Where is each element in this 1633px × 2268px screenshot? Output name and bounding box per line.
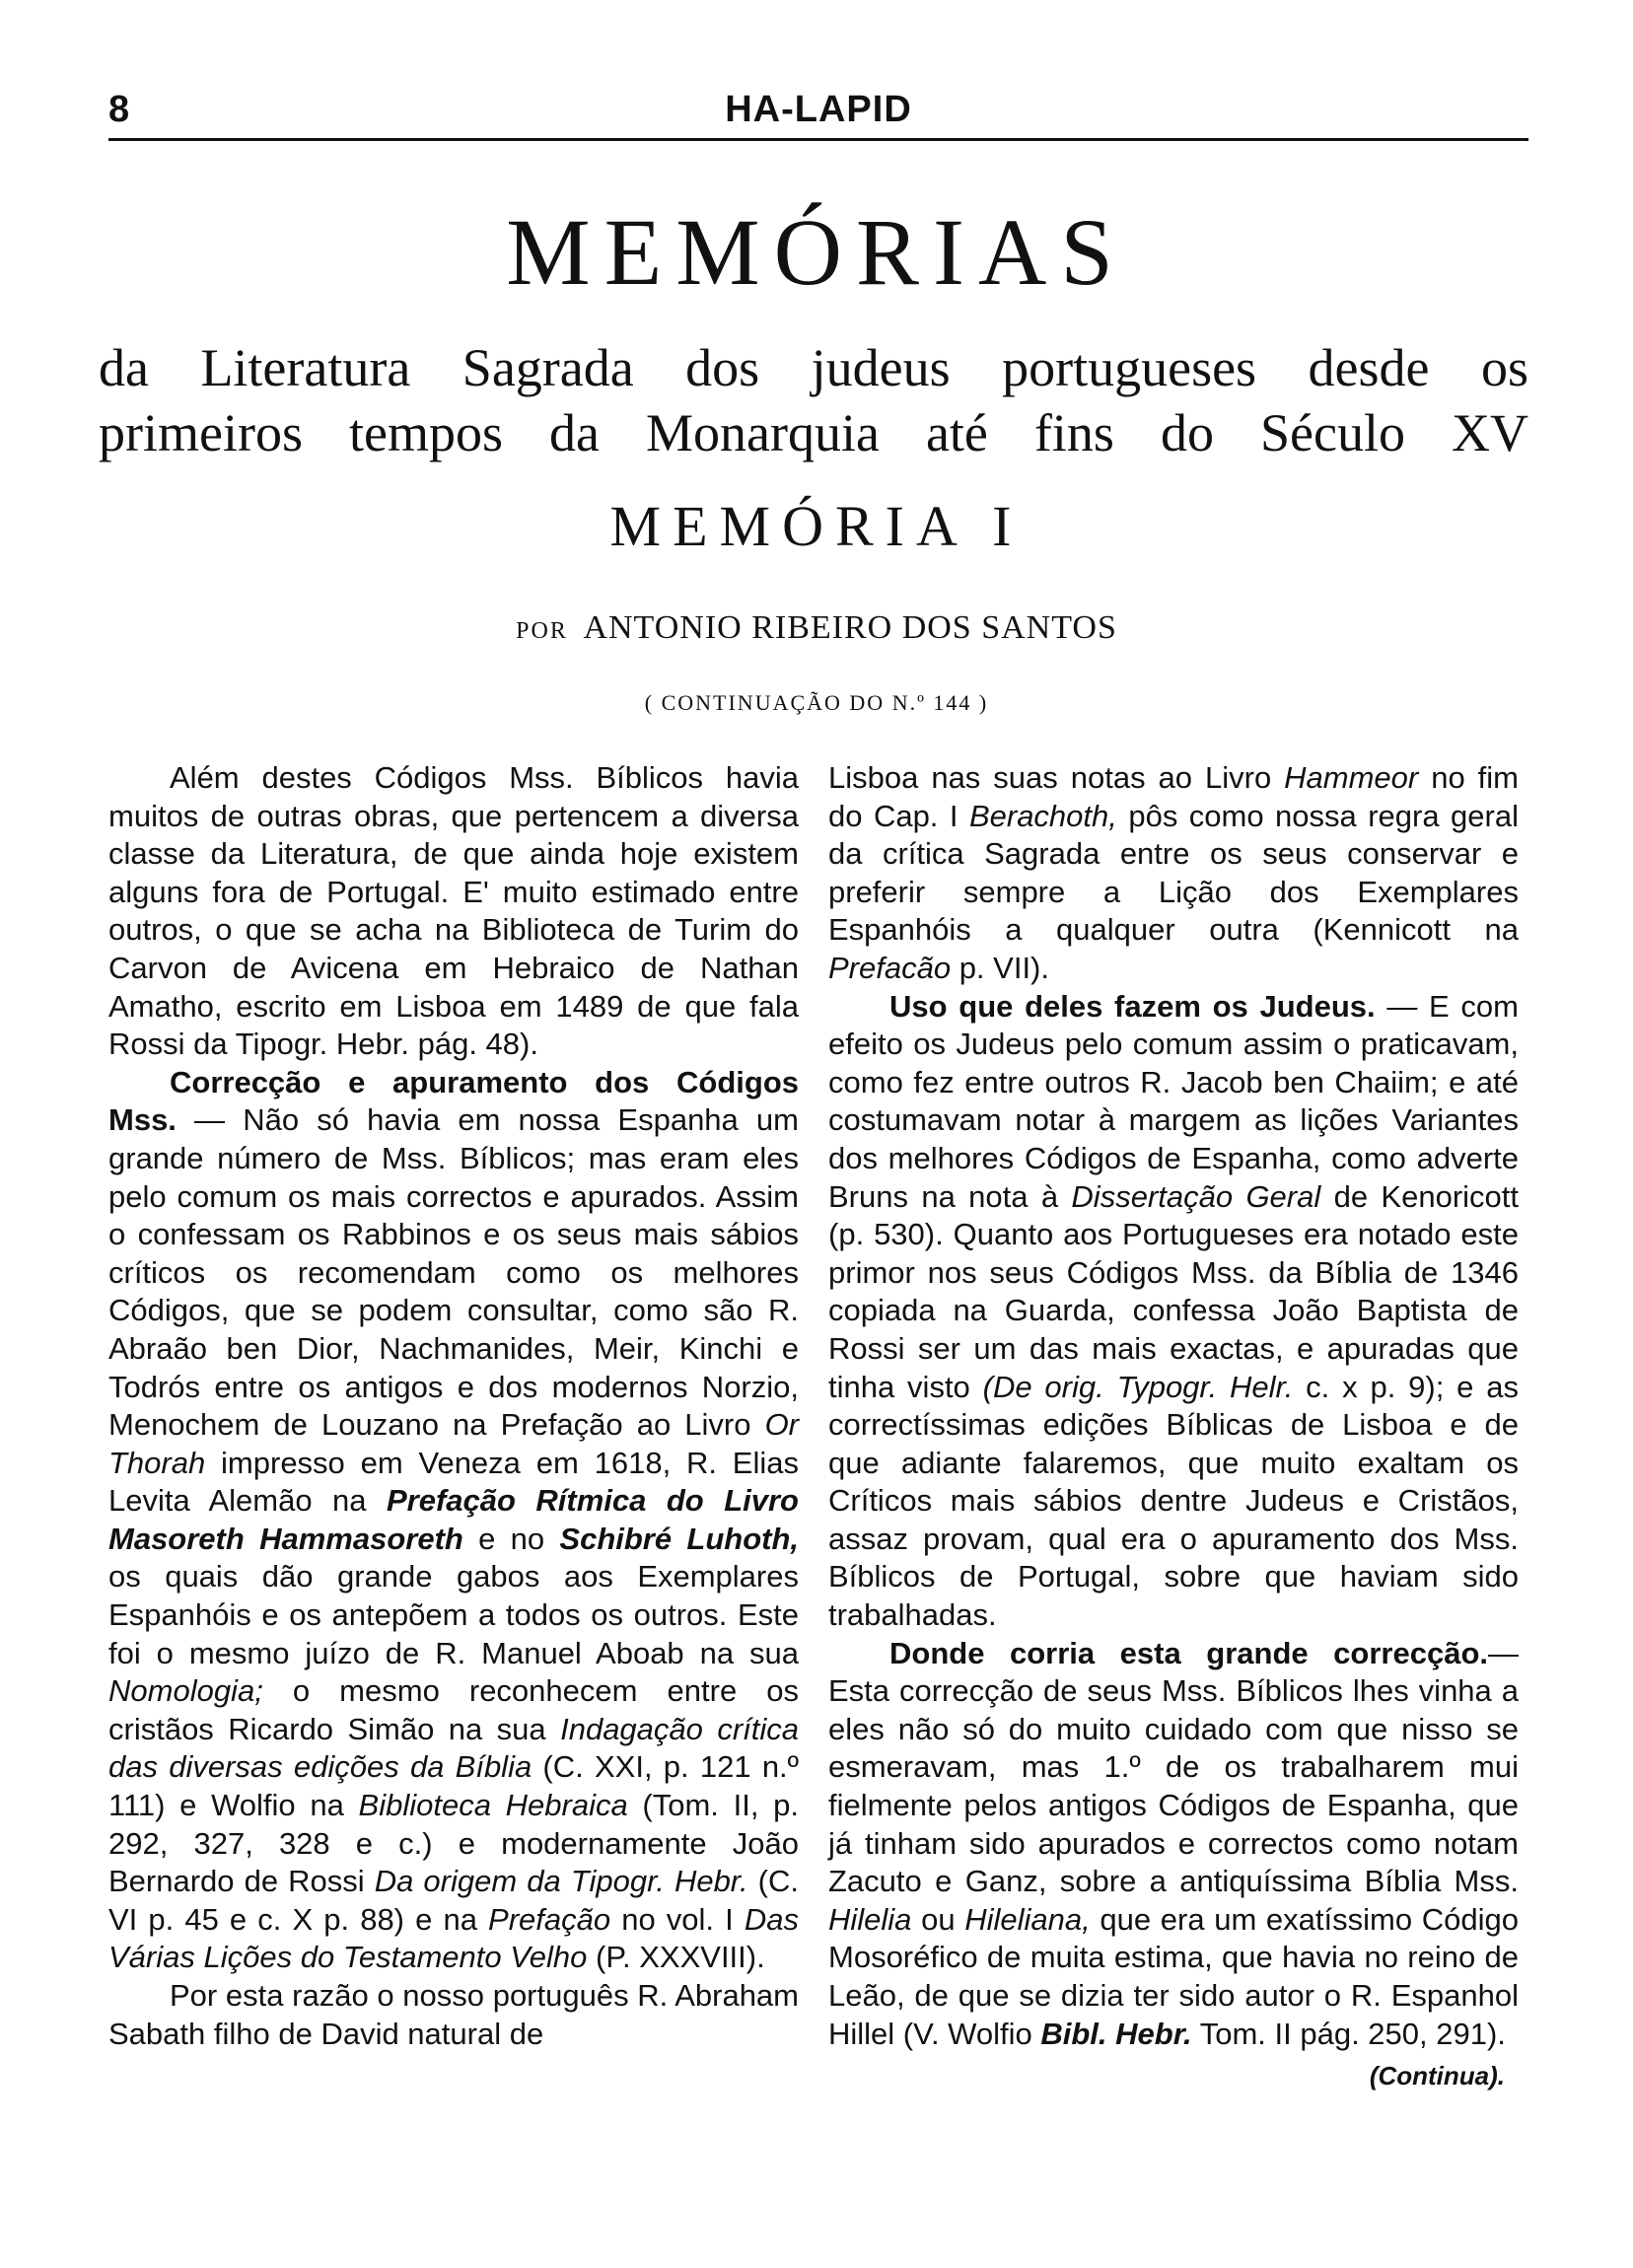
text-run: e no xyxy=(462,1521,560,1556)
text-run: c. x p. 9); e as correctíssimas edições Bíblicas de Lisboa e de que adiante falaremos, que muito exaltam os Críticos mais sábios dentre Judeus e Cristãos, assaz provam, qual era o apuramento dos Mss. Bíblicos de Portugal, sobre que haviam sido trabalhadas. xyxy=(828,1369,1519,1633)
text-run: Tom. II pág. 250, 291). xyxy=(1191,2016,1506,2051)
italic-title: Hammeor xyxy=(1284,760,1419,795)
italic-title: Das Várias Lições do Testamento Velho xyxy=(108,1901,799,1975)
text-run: ou xyxy=(911,1901,965,1937)
text-run: de Kenoricott (p. 530). Quanto aos Portugueses era notado este primor nos seus Códigos Mss. da Bíblia de 1346 copiada na Guarda, confessa João Baptista de Rossi ser um das mais exactas, e apuradas que tinha visto xyxy=(828,1178,1519,1404)
text-run: no vol. I xyxy=(610,1901,745,1937)
italic-title: Schibré Luhoth, xyxy=(559,1521,800,1556)
italic-title: Hilelia xyxy=(828,1901,912,1937)
text-run: o mesmo reconhecem entre os cristãos Ricardo Simão na sua xyxy=(108,1673,799,1746)
paragraph xyxy=(828,759,1519,988)
text-run: pôs como nossa regra geral da crítica Sagrada entre os seus conservar e preferir sempre a Lição dos Exemplares Espanhóis a qualquer outra (Kennicott na xyxy=(828,798,1519,948)
running-head xyxy=(108,87,1528,136)
text-run: os quais dão grande gabos aos Exemplares Espanhóis e os antepõem a todos os outros. Este foi o mesmo juízo de R. Manuel Aboab na sua xyxy=(108,1559,799,1670)
byline xyxy=(0,609,1633,647)
text-run: no fim do Cap. I xyxy=(828,760,1519,833)
italic-title: (De orig. Typogr. Helr. xyxy=(982,1369,1294,1404)
italic-title: Or Thorah xyxy=(108,1407,799,1480)
italic-title: Nomologia; xyxy=(108,1673,263,1709)
continuation-note: ( CONTINUAÇÃO DO N.º 144 ) xyxy=(644,690,989,715)
paragraph: Por esta razão o nosso português R. Abraham Sabath filho de David natural de xyxy=(108,1978,799,2051)
journal-title: HA-LAPID xyxy=(725,89,912,130)
section-heading: Uso que deles fazem os Judeus. xyxy=(889,988,1376,1024)
text-run: (C. VI p. 45 e c. X p. 88) e na xyxy=(108,1864,799,1937)
italic-title: Da origem da Tipogr. Hebr. xyxy=(374,1864,748,1899)
author-name: ANTONIO RIBEIRO DOS SANTOS xyxy=(583,609,1117,646)
text-run: que era um exatíssimo Código Mosoréfico de muita estima, que havia no reino de Leão, de que se dizia ter sido autor o R. Espanhol Hillel (V. Wolfio xyxy=(828,1901,1519,2051)
paragraph xyxy=(108,1064,799,1977)
italic-title: Dissertação Geral xyxy=(1071,1178,1321,1214)
continua-note: (Continua). xyxy=(1369,2061,1505,2091)
left-column xyxy=(108,759,799,2053)
byline-por: POR xyxy=(516,618,568,644)
page-number: 8 xyxy=(108,89,130,130)
header-rule xyxy=(108,138,1528,141)
right-column xyxy=(828,759,1519,2095)
text-run: — Esta correcção de seus Mss. Bíblicos lhes vinha a eles não só do muito cuidado com que nisso se esmeravam, mas 1.º de os trabalharem mui fielmente pelos antigos Códigos de Espanha, que já tinham sido apurados e correctos como notam Zacuto e Ganz, sobre a antiquíssima Bíblia Mss. xyxy=(828,1635,1519,1899)
text-run: impresso em Veneza em 1618, R. Elias Levita Alemão na xyxy=(108,1445,799,1519)
italic-title: Berachoth, xyxy=(968,798,1117,833)
paragraph xyxy=(828,988,1519,1635)
paragraph xyxy=(828,1635,1519,2054)
subtitle-line-1: da Literatura Sagrada dos judeus portugueses desde os xyxy=(99,338,1528,397)
subtitle xyxy=(99,335,1528,465)
memoria-heading: MEMÓRIA I xyxy=(609,494,1024,558)
section-heading: Correcção e apuramento dos Códigos Mss. xyxy=(108,1064,799,1138)
text-run: Lisboa nas suas notas ao Livro xyxy=(828,760,1285,795)
text-run: p. VII). xyxy=(951,950,1049,985)
italic-title: Prefação xyxy=(488,1901,611,1937)
text-run: (P. XXXVIII). xyxy=(587,1940,765,1975)
italic-title: Indagação crítica das diversas edições da Bíblia xyxy=(108,1711,799,1785)
subtitle-line-2: primeiros tempos da Monarquia até fins do Século XV xyxy=(99,403,1528,462)
text-run: (Tom. II, p. 292, 327, 328 e c.) e modernamente João Bernardo de Rossi xyxy=(108,1788,800,1899)
italic-title: Biblioteca Hebraica xyxy=(358,1788,628,1823)
text-run: (C. XXI, p. 121 n.º 111) e Wolfio na xyxy=(108,1749,799,1823)
italic-title: Hileliana, xyxy=(964,1901,1091,1937)
text-run: — E com efeito os Judeus pelo comum assim o praticavam, como fez entre outros R. Jacob ben Chaiim; e até costumavam notar à margem as lições Variantes dos melhores Códigos de Espanha, como adverte Bruns na nota à xyxy=(828,988,1519,1214)
italic-title: Bibl. Hebr. xyxy=(1040,2016,1192,2051)
main-title: MEMÓRIAS xyxy=(506,199,1127,305)
text-run: — Não só havia em nossa Espanha um grande número de Mss. Bíblicos; mas eram eles pelo comum os mais correctos e apurados. Assim o confessam os Rabbinos e os seus mais sábios críticos os recomendam como os melhores Códigos, que se podem consultar, como são R. Abraão ben Dior, Nachmanides, Meir, Kinchi e Todrós entre os antigos e dos modernos Norzio, Menochem de Louzano na Prefação ao Livro xyxy=(108,1102,799,1443)
paragraph: Além destes Códigos Mss. Bíblicos havia muitos de outras obras, que pertencem a diversa classe da Literatura, de que ainda hoje existem alguns fora de Portugal. E' muito estimado entre outros, o que se acha na Biblioteca de Turim do Carvon de Avicena em Hebraico de Nathan Amatho, escrito em Lisboa em 1489 de que fala Rossi da Tipogr. Hebr. pág. 48). xyxy=(108,760,799,1062)
italic-title: Prefação Rítmica do Livro Masoreth Hammasoreth xyxy=(108,1483,799,1556)
italic-title: Prefacão xyxy=(828,950,952,985)
section-heading: Donde corria esta grande correcção. xyxy=(889,1635,1488,1670)
